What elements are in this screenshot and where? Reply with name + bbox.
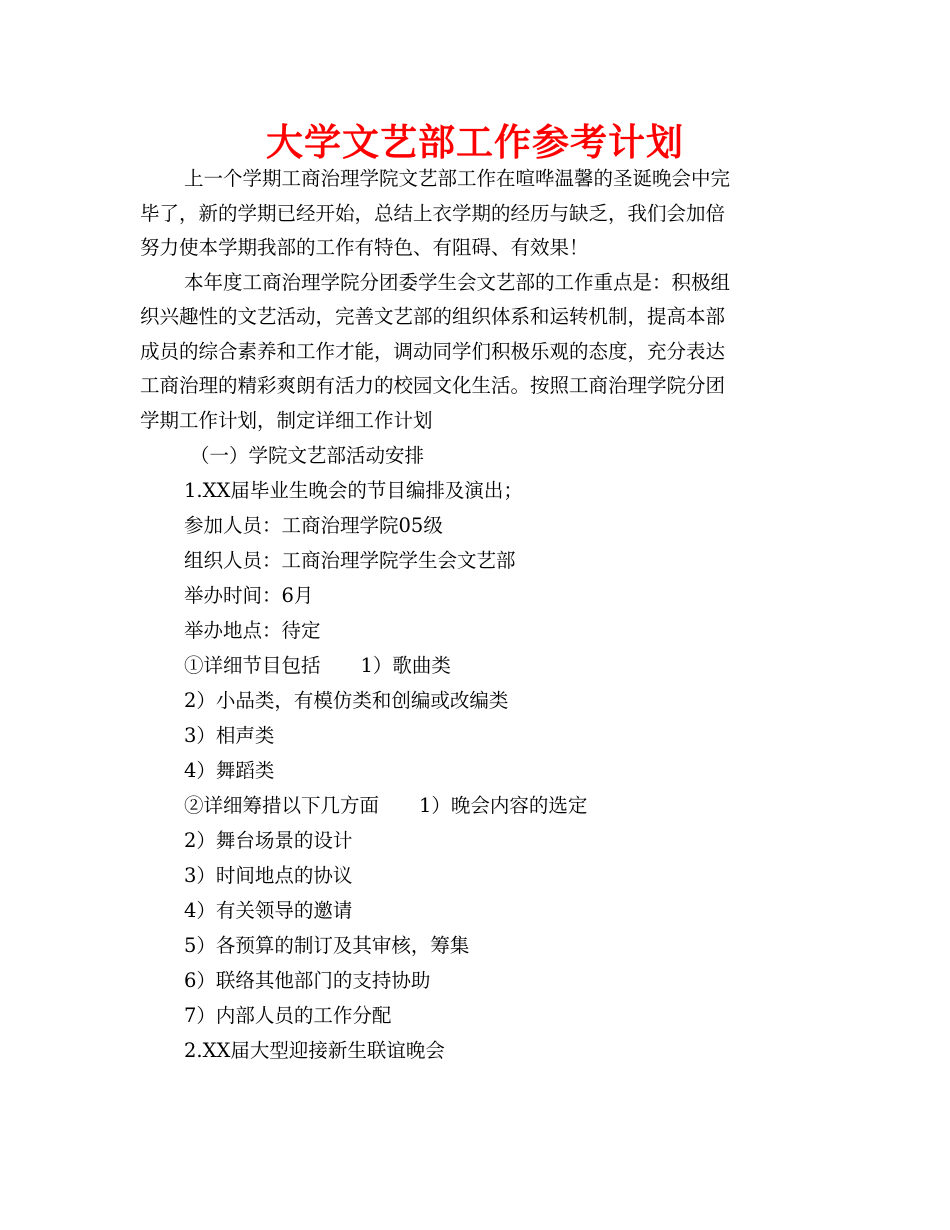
list-item xyxy=(140,473,810,508)
activity-list xyxy=(140,438,810,1068)
list-item-text: 3）相声类 xyxy=(184,724,275,747)
list-item-text: 举办时间：6月 xyxy=(184,584,314,607)
list-item-text: ②详细筹措以下几方面 xyxy=(184,794,380,817)
paragraph-line: 上一个学期工商治理学院文艺部工作在喧哗温馨的圣诞晚会中完 xyxy=(184,167,731,190)
list-item-text: 参加人员：工商治理学院05级 xyxy=(184,514,443,537)
list-item-text: 5）各预算的制订及其审核，筹集 xyxy=(184,934,470,957)
list-item xyxy=(140,893,810,928)
paragraph-1 xyxy=(140,162,810,266)
list-item xyxy=(140,543,810,578)
list-item xyxy=(140,578,810,613)
list-item-text: 7）内部人员的工作分配 xyxy=(184,1004,392,1027)
paragraph-2 xyxy=(140,266,810,439)
document-title: 大学文艺部工作参考计划 xyxy=(266,121,684,164)
paragraph-line: 学期工作计划，制定详细工作计划 xyxy=(140,408,433,432)
document-body xyxy=(140,162,810,1068)
list-item-text: 1.XX届毕业生晚会的节目编排及演出； xyxy=(184,479,523,502)
list-item xyxy=(140,823,810,858)
list-item xyxy=(140,438,810,473)
list-item xyxy=(140,858,810,893)
list-item xyxy=(140,648,810,683)
paragraph-line: 成员的综合素养和工作才能，调动同学们积极乐观的态度，充分表达 xyxy=(140,339,726,363)
list-item xyxy=(140,613,810,648)
list-item-text: （一）学院文艺部活动安排 xyxy=(190,444,425,467)
list-item-extra: 1）歌曲类 xyxy=(360,654,451,677)
list-item xyxy=(140,1033,810,1068)
list-item xyxy=(140,683,810,718)
list-item-text: 2.XX届大型迎接新生联谊晚会 xyxy=(184,1039,445,1062)
list-item xyxy=(140,998,810,1033)
list-item xyxy=(140,963,810,998)
paragraph-line: 毕了，新的学期已经开始，总结上衣学期的经历与缺乏，我们会加倍 xyxy=(140,201,726,225)
list-item-text: 2）舞台场景的设计 xyxy=(184,829,353,852)
list-item xyxy=(140,508,810,543)
list-item-text: 2）小品类，有模仿类和创编或改编类 xyxy=(184,689,509,712)
list-item-text: 组织人员：工商治理学院学生会文艺部 xyxy=(184,549,516,572)
list-item xyxy=(140,753,810,788)
list-item-text: 3）时间地点的协议 xyxy=(184,864,353,887)
list-item-text: ①详细节目包括 xyxy=(184,654,321,677)
list-item-text: 举办地点：待定 xyxy=(184,619,321,642)
paragraph-line: 本年度工商治理学院分团委学生会文艺部的工作重点是：积极组 xyxy=(184,270,731,294)
list-item-text: 6）联络其他部门的支持协助 xyxy=(184,969,431,992)
list-item xyxy=(140,788,810,823)
list-item xyxy=(140,928,810,963)
list-item-text: 4）舞蹈类 xyxy=(184,759,275,782)
paragraph-line: 工商治理的精彩爽朗有活力的校园文化生活。按照工商治理学院分团 xyxy=(140,374,726,397)
paragraph-line: 织兴趣性的文艺活动，完善文艺部的组织体系和运转机制，提高本部 xyxy=(140,305,726,328)
list-item xyxy=(140,718,810,753)
paragraph-line: 努力使本学期我部的工作有特色、有阻碍、有效果！ xyxy=(140,236,589,259)
list-item-text: 4）有关领导的邀请 xyxy=(184,899,353,922)
list-item-extra: 1）晚会内容的选定 xyxy=(419,794,588,817)
